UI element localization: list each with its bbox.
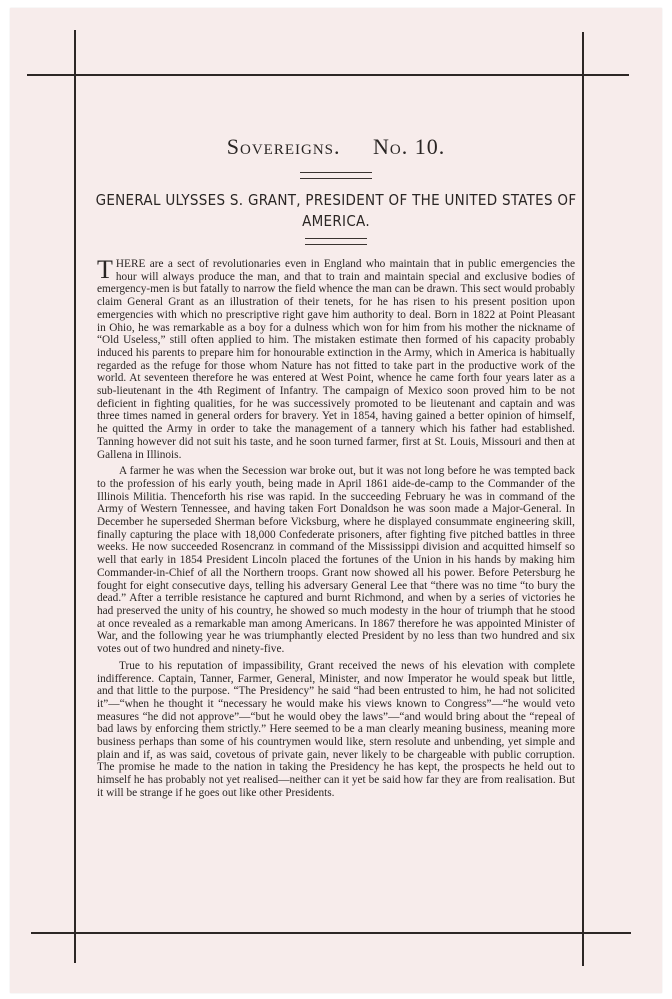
series-heading (0, 134, 672, 160)
top-rule (27, 74, 629, 76)
series-name: Sovereigns. (226, 134, 341, 159)
paragraph-3: True to his reputation of impassibility, Grant received the news of his elevation with complete indifference. Captain, Tanner, Farmer, General, Minister, and now Imperator he would speak but little, and that little to the purpose. “The Presidency” he said “had been entrusted to him, he had not solicited it”—“when he thought it “necessary he would make his views known to Congress”—“he would veto measures “he did not approve”—“but he would obey the laws”—“and would bring about the “repeal of bad laws by enforcing them strictly.” Here seemed to be a man clearly meaning business, meaning more business perhaps than some of his countrymen would like, stern resolute and unbending, yet simple and plain and if, as was said, covetous of private gain, never likely to be chargeable with public corruption. The promise he made to the nation in taking the Presidency he has kept, the prospects he held out to himself he has probably not yet realised—neither can it yet be said how far they are from realisation. But it will be strange if he goes out like other Presidents. (97, 659, 575, 799)
title-ornament (305, 238, 367, 245)
article-title: GENERAL ULYSSES S. GRANT, PRESIDENT OF THE UNITED STATES OF AMERICA. (95, 191, 577, 230)
bottom-rule (31, 932, 631, 934)
series-number: No. 10. (373, 134, 446, 159)
left-rule (74, 30, 76, 963)
paragraph-1-text: HERE are a sect of revolutionaries even in England who maintain that in public emergencies the hour will always produce the man, and that to train and maintain special and exclusive bodies of emergency-men is but fatally to narrow the field whence the man can be drawn. This sect would probably claim General Grant as an illustration of their tenets, for he has risen to his present position upon emergencies with which no prescriptive right gave him authority to deal. Born in 1822 at Point Pleasant in Ohio, he was remarkable as a boy for a dulness which won for him from his mother the nickname of “Old Useless,” still often applied to him. The mistaken estimate then formed of his capacity probably induced his parents to prepare him for honourable extinction in the Army, which in America is habitually regarded as the refuge for those whom Nature has not fitted to take part in the productive work of the world. At seventeen therefore he was entered at West Point, whence he came forth four years later as a sub-lieutenant in the 4th Regiment of Infantry. The campaign of Mexico soon proved him to be not deficient in fighting qualities, for he was successively promoted to be lieutenant and captain and was three times named in general orders for bravery. Yet in 1854, having gained a better opinion of himself, he quitted the Army in order to take the management of a tannery which his father had established. Tanning however did not suit his taste, and he soon turned farmer, first at St. Louis, Missouri and then at Gallena in Illinois. (97, 258, 575, 461)
heading-ornament (300, 172, 372, 179)
paragraph-2: A farmer he was when the Secession war broke out, but it was not long before he was tempted back to the profession of his early youth, being made in April 1861 aide-de-camp to the Commander of the Illinois Militia. Thenceforth his rise was rapid. In the succeeding February he was in command of the Army of Western Tennessee, and having taken Fort Donaldson he was soon made a Major-General. In December he superseded Sherman before Vicksburg, where he displayed consummate engineering skill, finally capturing the place with 18,000 Confederate prisoners, after fighting five pitched battles in three weeks. He now succeeded Rosencranz in command of the Mississippi division and acquitted himself so well that early in 1854 President Lincoln placed the fortunes of the Union in his hands by making him Commander-in-Chief of all the Northern troops. Grant now showed all his power. Before Petersburg he fought for eight consecutive days, telling his adversary General Lee that “there was no time “to bury the dead.” After a terrible resistance he captured and burnt Richmond, and when by a series of victories he had preserved the unity of his country, he showed so much modesty in the hour of triumph that he stood at once revealed as a remarkable man among Americans. In 1867 therefore he was appointed Minister of War, and the following year he was triumphantly elected President by no less than two hundred and six votes out of two hundred and ninety-five. (97, 465, 575, 656)
article-body (97, 255, 575, 804)
paragraph-1 (97, 255, 575, 461)
right-rule (582, 32, 584, 966)
drop-cap: T (97, 255, 113, 284)
